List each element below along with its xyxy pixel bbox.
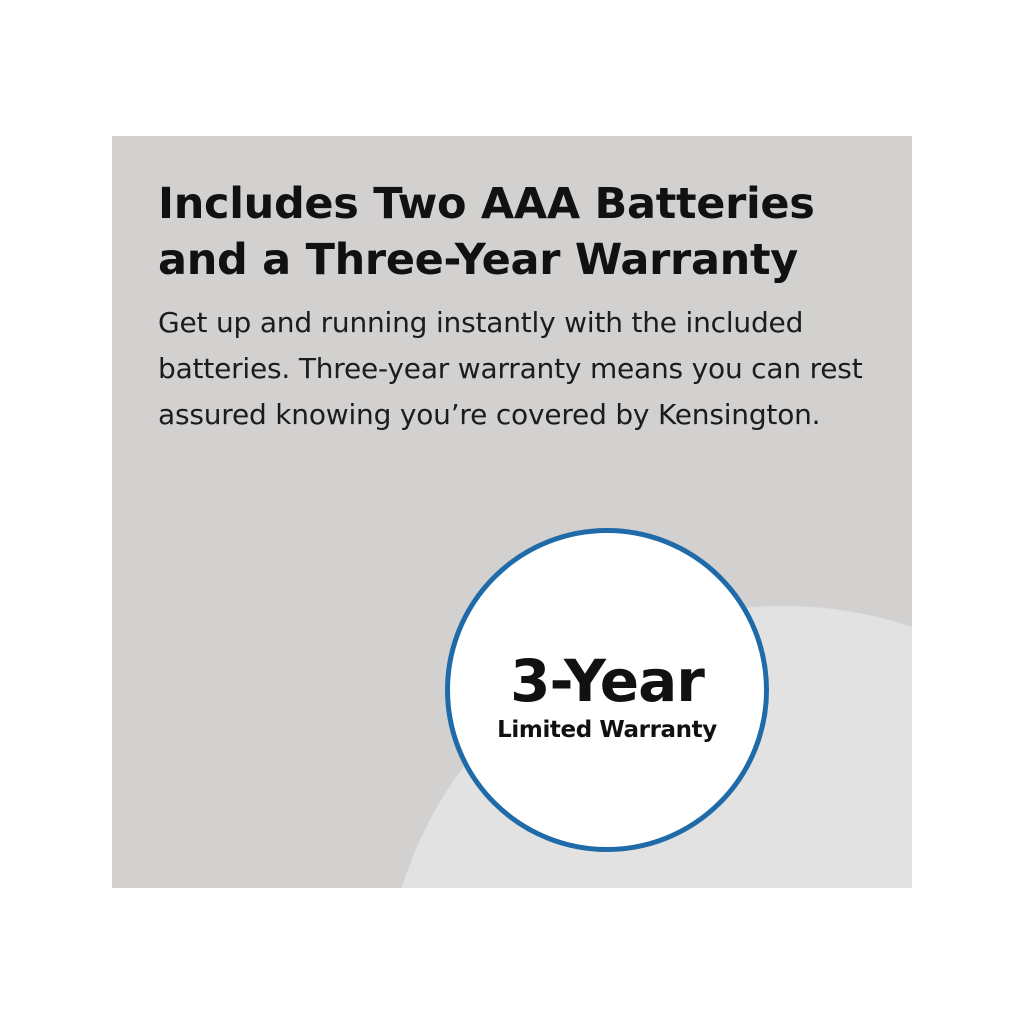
- feature-description: Get up and running instantly with the included batteries. Three-year warranty means you can rest assured knowing you’re covered by Kensington.: [158, 306, 863, 431]
- warranty-badge: [445, 528, 769, 852]
- feature-heading: Includes Two AAA Batteries and a Three-Year Warranty: [158, 179, 815, 285]
- warranty-badge-label: Limited Warranty: [497, 717, 717, 743]
- warranty-badge-years: 3-Year: [510, 647, 704, 715]
